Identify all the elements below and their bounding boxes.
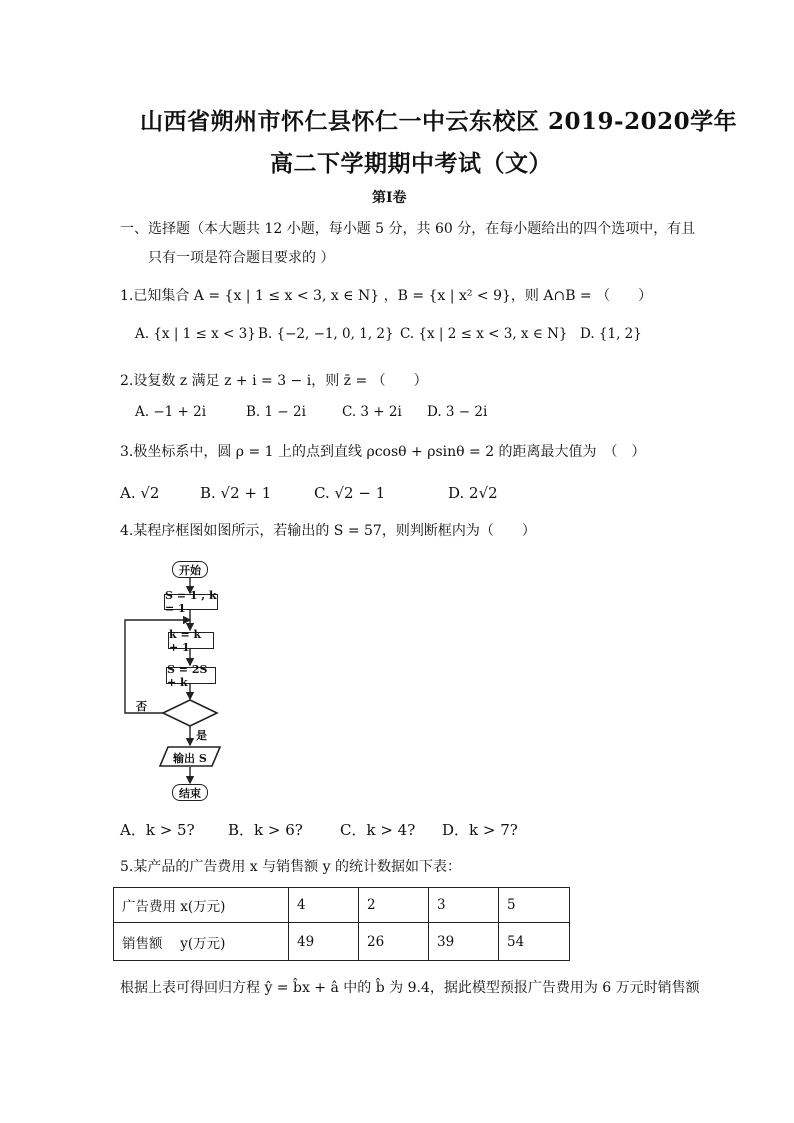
flowchart-output: 输出 S (173, 752, 207, 765)
q2-stem: 2.设复数 z 满足 z + i = 3 − i，则 z̄ = （ ） (120, 373, 428, 389)
q3-option-c: C. √2 − 1 (314, 484, 386, 502)
ad-sales-table (113, 887, 570, 961)
q1-stem: 1.已知集合 A = {x | 1 ≤ x < 3, x ∈ N} ，B = {x | x² < 9}，则 A∩B = （ ） (120, 288, 653, 304)
table-row (114, 888, 570, 923)
table-cell: 2 (359, 888, 429, 923)
table-cell: 54 (499, 923, 570, 961)
flowchart-step1: k = k + 1 (168, 632, 214, 649)
flowchart-init: S = 1 , k = 1 (165, 589, 217, 615)
section-intro-line2: 只有一项是符合题目要求的 ） (148, 250, 335, 266)
q3-option-a: A. √2 (120, 484, 160, 502)
q2-option-c: C. 3 + 2i (342, 404, 402, 420)
q4-option-c: C．k > 4? (340, 821, 416, 839)
decision-diamond (163, 700, 217, 726)
q2-option-b: B. 1 − 2i (246, 404, 306, 420)
q4-option-a: A．k > 5? (120, 821, 195, 839)
section-intro-line1: 一、选择题（本大题共 12 小题，每小题 5 分，共 60 分，在每小题给出的四个选项中，有且 (120, 221, 696, 237)
table-row-label: 销售额 y(万元) (114, 923, 289, 961)
flowchart-start: 开始 (172, 561, 208, 578)
table-cell: 3 (429, 888, 499, 923)
table-cell: 26 (359, 923, 429, 961)
table-row-label: 广告费用 x(万元) (114, 888, 289, 923)
table-cell: 4 (289, 888, 359, 923)
flowchart-end: 结束 (172, 784, 208, 801)
q1-option-a: A. {x | 1 ≤ x < 3} (135, 326, 256, 342)
q5-stem: 5.某产品的广告费用 x 与销售额 y 的统计数据如下表： (120, 859, 461, 875)
flowchart-no-label: 否 (136, 700, 147, 713)
page-title-line1: 山西省朔州市怀仁县怀仁一中云东校区 2019-2020学年 (140, 108, 738, 135)
q3-option-b: B. √2 + 1 (200, 484, 272, 502)
page-title-line2: 高二下学期期中考试（文） (270, 150, 552, 177)
q1-option-d: D. {1, 2} (580, 326, 642, 342)
flowchart-step2: S = 2S + k (166, 667, 216, 684)
volume-label: 第Ⅰ卷 (372, 190, 407, 206)
table-row (114, 923, 570, 961)
q4-option-d: D．k > 7? (442, 821, 518, 839)
table-cell: 5 (499, 888, 570, 923)
q1-option-c: C. {x | 2 ≤ x < 3, x ∈ N} (400, 326, 568, 342)
q2-option-d: D. 3 − 2i (427, 404, 488, 420)
q4-option-b: B．k > 6? (228, 821, 303, 839)
table-cell: 39 (429, 923, 499, 961)
q2-option-a: A. −1 + 2i (135, 404, 207, 420)
q1-option-b: B. {−2, −1, 0, 1, 2} (258, 326, 394, 342)
table-cell: 49 (289, 923, 359, 961)
q3-stem: 3.极坐标系中，圆 ρ = 1 上的点到直线 ρcosθ + ρsinθ = 2 的距离最大值为 （ ） (120, 444, 646, 460)
q4-stem: 4.某程序框图如图所示，若输出的 S = 57，则判断框内为（ ） (120, 523, 536, 539)
program-flowchart (120, 555, 240, 805)
flowchart-yes-label: 是 (196, 729, 207, 742)
q3-option-d: D. 2√2 (448, 484, 498, 502)
q5-follow-text: 根据上表可得回归方程 ŷ = b̂x + â 中的 b̂ 为 9.4，据此模型预报广告费用为 6 万元时销售额 (120, 980, 700, 996)
